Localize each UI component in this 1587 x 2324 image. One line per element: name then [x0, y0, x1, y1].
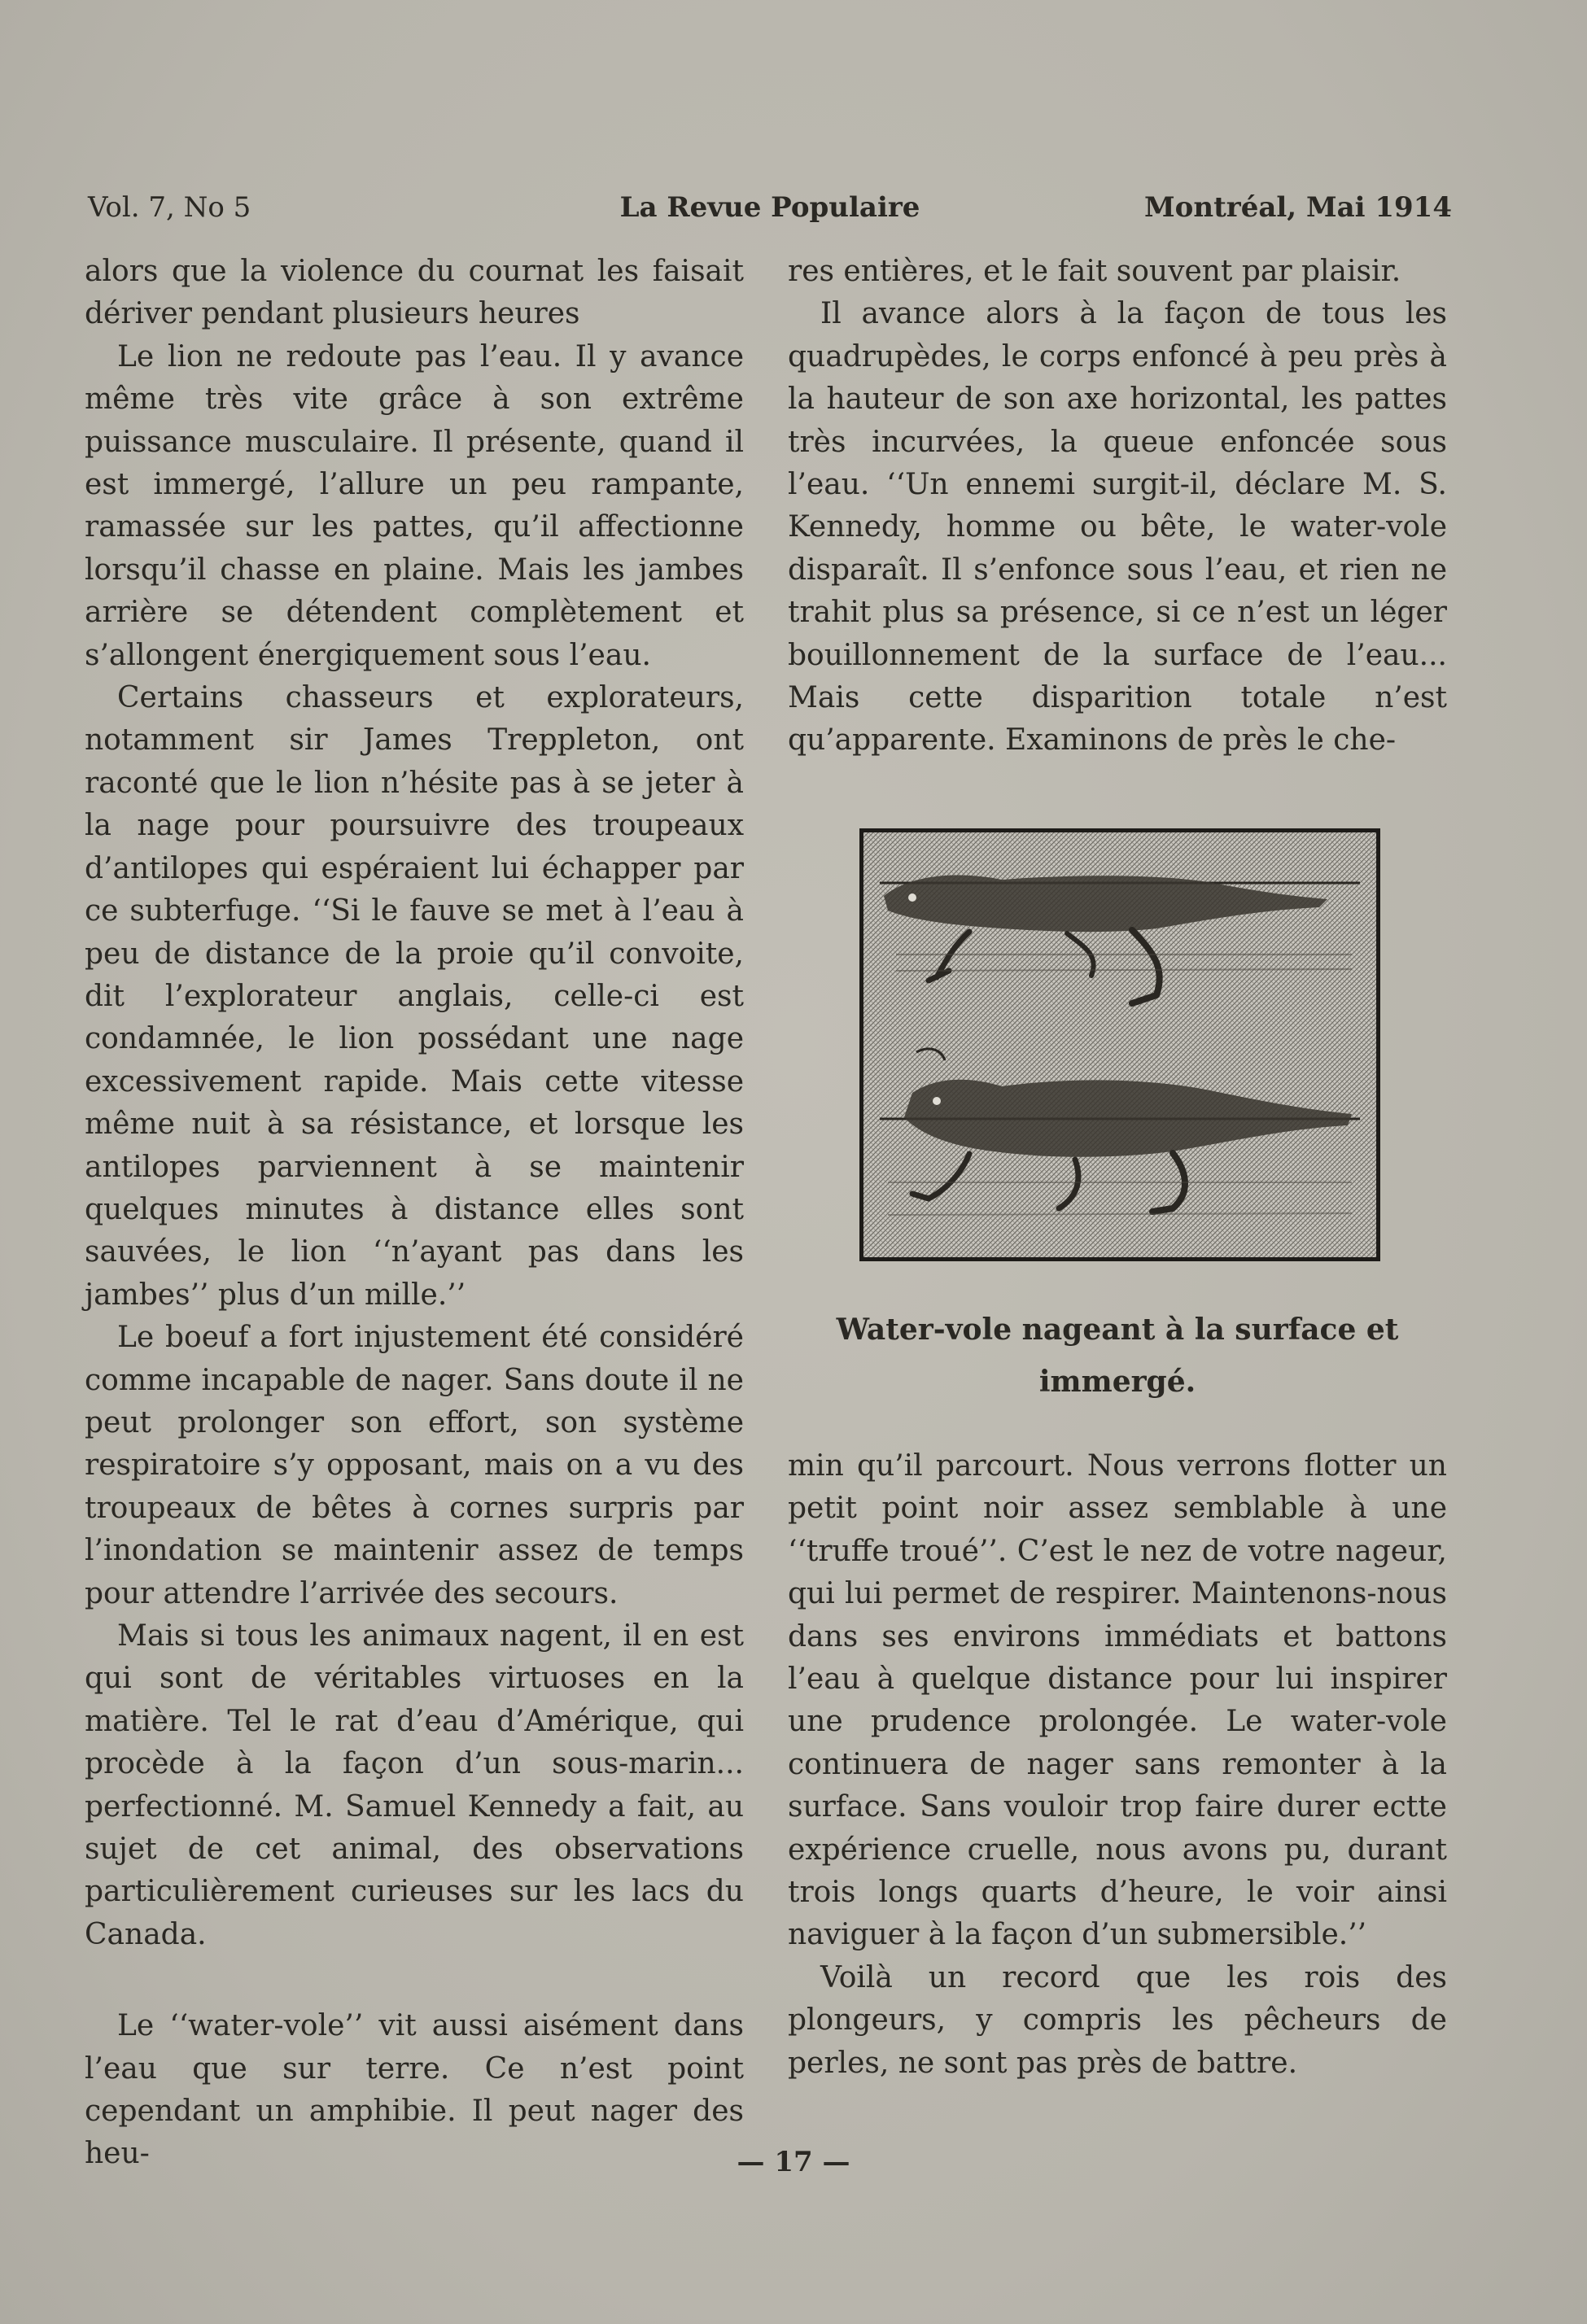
paragraph-continuation: alors que la violence du cournat les faisait dériver pendant plusieurs heures: [85, 255, 744, 331]
publication-title: La Revue Populaire: [619, 191, 920, 224]
paragraph-record: Voilà un record que les rois des plongeurs, y compris les pêcheurs de perles, ne sont pas près de battre.: [788, 1960, 1447, 2080]
water-vole-drawing: [863, 832, 1376, 1257]
figure-caption: Water-vole nageant à la surface et immergé.: [836, 1313, 1399, 1399]
water-vole-illustration: [859, 828, 1380, 1261]
volume-number: Vol. 7, No 5: [88, 191, 251, 224]
place-date: Montréal, Mai 1914: [1144, 191, 1452, 224]
paragraph-explorers: Certains chasseurs et explorateurs, notamment sir James Treppleton, ont raconté que le lion n’hésite pas à se jeter à la nage pour poursuivre des troupeaux d’antilopes qui espéraient lui échapper par ce subterfuge. ‘‘Si le fauve se met à l’eau à peu de distance de la proie qu’il convoite, dit l’explorateur anglais, celle-ci est condamnée, le lion possédant une nage excessivement rapide. Mais cette vitesse même nuit à sa résistance, et lorsque les antilopes parviennent à se maintenir quelques minutes à distance elles sont sauvées, le lion ‘‘n’ayant pas dans les jambes’’ plus d’un mille.’’: [85, 681, 744, 1312]
right-column-bottom: [788, 1445, 1447, 2085]
paragraph-lion: Le lion ne redoute pas l’eau. Il y avance même très vite grâce à son extrême puissance musculaire. Il présente, quand il est immergé, l’allure un peu rampante, ramassée sur les pattes, qu’il affectionne lorsqu’il chasse en plaine. Mais les jambes arrière se détendent complètement et s’allongent énergiquement sous l’eau.: [85, 339, 744, 672]
paragraph-water-rat: Mais si tous les animaux nagent, il en est qui sont de véritables virtuoses en la matière. Tel le rat d’eau d’Amérique, qui procède à la façon d’un sous-marin... perfectionné. M. Samuel Kennedy a fait, au sujet de cet animal, des observations particulièrement curieuses sur les lacs du Canada.: [85, 1619, 744, 1951]
paragraph-swimming: Il avance alors à la façon de tous les quadrupèdes, le corps enfoncé à peu près à la hauteur de son axe horizontal, les pattes très incurvées, la queue enfoncée sous l’eau. ‘‘Un ennemi surgit-il, déclare M. S. Kennedy, homme ou bête, le water-vole disparaît. Il s’enfonce sous l’eau, et rien ne trahit plus sa présence, si ce n’est un léger bouillonnement de la surface de l’eau... Mais cette disparition totale n’est qu’apparente. Examinons de près le che-: [788, 297, 1447, 758]
paragraph-observation: min qu’il parcourt. Nous verrons flotter un petit point noir assez semblable à une ‘‘truffe troué’’. C’est le nez de votre nageur, qui lui permet de respirer. Maintenons-nous dans ses environs immédiats et battons l’eau à quelque distance pour lui inspirer une prudence prolongée. Le water-vole continuera de nager sans remonter à la surface. Sans vouloir trop faire durer ectte expérience cruelle, nous avons pu, durant trois longs quarts d’heure, le voir ainsi naviguer à la façon d’un submersible.’’: [788, 1449, 1447, 1952]
page-number: — 17 —: [737, 2146, 850, 2178]
right-column-top: [788, 251, 1447, 762]
paragraph-continuation-right: res entières, et le fait souvent par plaisir.: [788, 255, 1401, 288]
left-column: [85, 251, 744, 2176]
running-header: [88, 187, 1452, 228]
paragraph-ox: Le boeuf a fort injustement été considéré comme incapable de nager. Sans doute il ne peut prolonger son effort, son système respiratoire s’y opposant, mais on a vu des troupeaux de bêtes à cornes surpris par l’inondation se maintenir assez de temps pour attendre l’arrivée des secours.: [85, 1321, 744, 1610]
paragraph-water-vole: Le ‘‘water-vole’’ vit aussi aisément dans l’eau que sur terre. Ce n’est point cependant un amphibie. Il peut nager des heu-: [85, 2009, 744, 2171]
